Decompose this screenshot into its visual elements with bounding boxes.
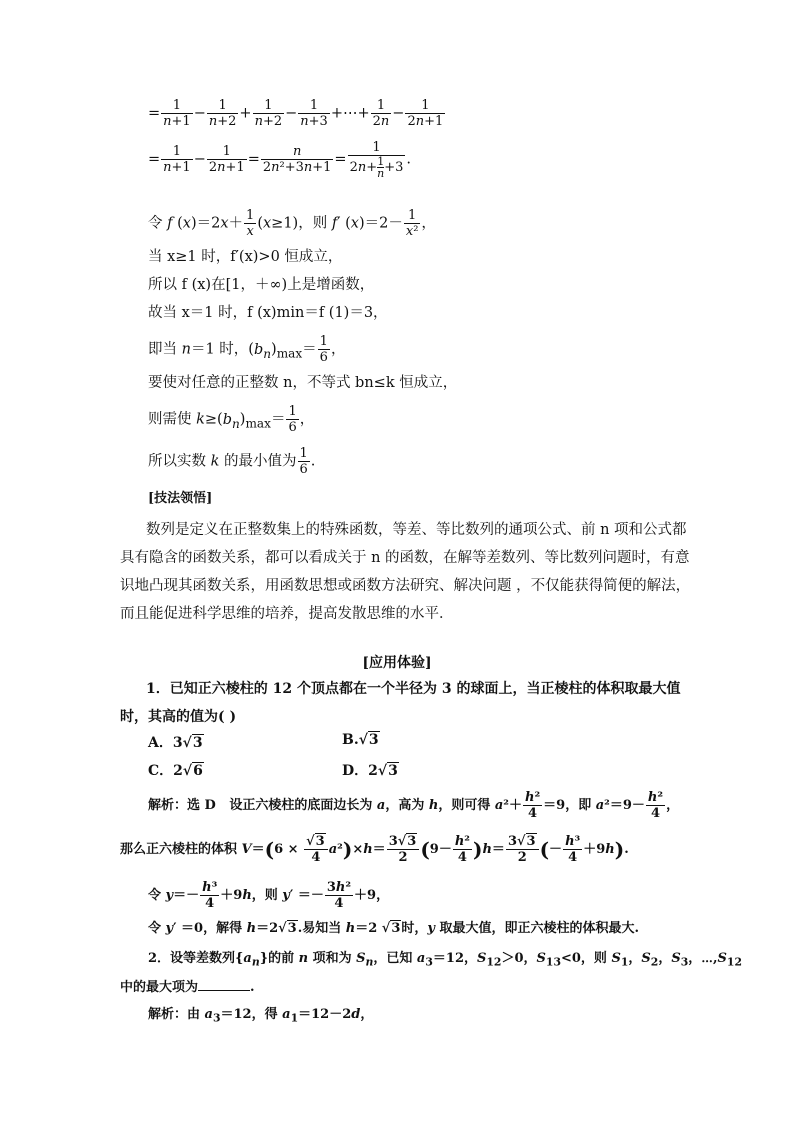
answer2-line1: 解析：由 $a_3=12$，得 $a_1=12-2d$，: [148, 1007, 374, 1025]
q2-line2: 中的最大项为 .: [120, 980, 255, 995]
tip-p3: 识地凸现其函数关系，用函数思想或函数方法研究、解决问题 ，不仅能获得简便的解法，: [120, 578, 691, 594]
option-a: A．3√3: [148, 735, 203, 751]
eq-line-2: = $\frac{1}{n+1}$ − $\frac{1}{2n+1}$ = $\frac{n}{\text{2n²+3n+1}}$ = 1 2n+ $\frac{1}{n}$ +3 .: [148, 140, 412, 180]
answer-blank: [198, 978, 250, 991]
answer1-line2: 那么正六棱柱的体积 V＝(6 × $\frac{√3}{4}$ a²)×h＝ $\frac{3√3}{2}$ (9－ $\frac{\text{h²}}{4}$ )h＝ $\frac{3√3}{2}$ (－ $\frac{\text{h³}}{4}$ ＋9h).: [120, 834, 629, 865]
eq-line-5: 所以 f (x)在[1，＋∞)上是增函数，: [148, 277, 375, 293]
option-d: D．2√3: [342, 763, 398, 779]
eq-line-6: 故当 x＝1 时，f (x)min＝f (1)＝3，: [148, 305, 388, 321]
eq-line-4: 当 x≥1 时，f′(x)>0 恒成立，: [148, 249, 343, 265]
q2-line1: 2．设等差数列$\{a_n\}$的前 n 项和为 $S_n$，已知 $a_3=12$，$S_{12}>0$，$S_{13}<0$，则 $S_1$，$S_2$，$S_3$，$\cdots,S_{12}$: [148, 951, 742, 969]
practice-header: [应用体验]: [362, 655, 432, 671]
answer1-line4: 令 y′ ＝0，解得 h＝2√3.易知当 h＝2 √3时，y 取最大值，即正六棱柱的体积最大.: [148, 921, 640, 936]
eq-line-8: 要使对任意的正整数 n，不等式 bn≤k 恒成立，: [148, 375, 458, 391]
eq-line-3: 令 f (x)＝2x＋ $\frac{1}{x}$ (x≥1)，则 f′ (x)＝2－ $\frac{1}{\text{x²}}$ ，: [148, 208, 436, 239]
option-c: C．2√6: [148, 763, 203, 779]
tip-p1: 数列是定义在正整数集上的特殊函数，等差、等比数列的通项公式、前 n 项和公式都: [146, 522, 687, 538]
q1-line2: 时，其高的值为( ): [120, 709, 237, 725]
eq-line-7: 即当 n＝1 时，$(b_n)_{max}=$ $\frac{1}{6}$ ，: [148, 334, 346, 365]
answer1-line1: 解析：选 D 设正六棱柱的底面边长为 a，高为 h，则可得 a²＋ $\frac{\text{h²}}{4}$ ＝9，即 a²＝9－ $\frac{\text{h²}}{4}$ ，: [148, 790, 680, 821]
eq-line-10: 所以实数 k 的最小值为 $\frac{1}{6}$ .: [148, 446, 316, 477]
eq-line-9: 则需使 $k\ge(b_n)_{max}=$ $\frac{1}{6}$ ，: [148, 404, 315, 435]
tip-p2: 具有隐含的函数关系，都可以看成关于 n 的函数，在解等差数列、等比数列问题时，有意: [120, 550, 690, 566]
tip-p4: 而且能促进科学思维的培养，提高发散思维的水平．: [120, 606, 454, 622]
eq-line-1: = $\frac{1}{n+1}$ − $\frac{1}{n+2}$ + $\frac{1}{n+2}$ − $\frac{1}{n+3}$ +⋯+ $\frac{1}{2n}$ − $\frac{1}{2n+1}$: [148, 98, 444, 129]
tip-header: [技法领悟]: [148, 491, 213, 506]
q1-line1: 1．已知正六棱柱的 12 个顶点都在一个半径为 3 的球面上，当正棱柱的体积取最大值: [146, 681, 681, 697]
answer1-line3: 令 y＝－ $\frac{\text{h³}}{4}$ ＋9h，则 y′ ＝－ $\frac{\text{3h²}}{4}$ ＋9，: [148, 880, 390, 911]
option-b: B.√3: [342, 732, 379, 748]
